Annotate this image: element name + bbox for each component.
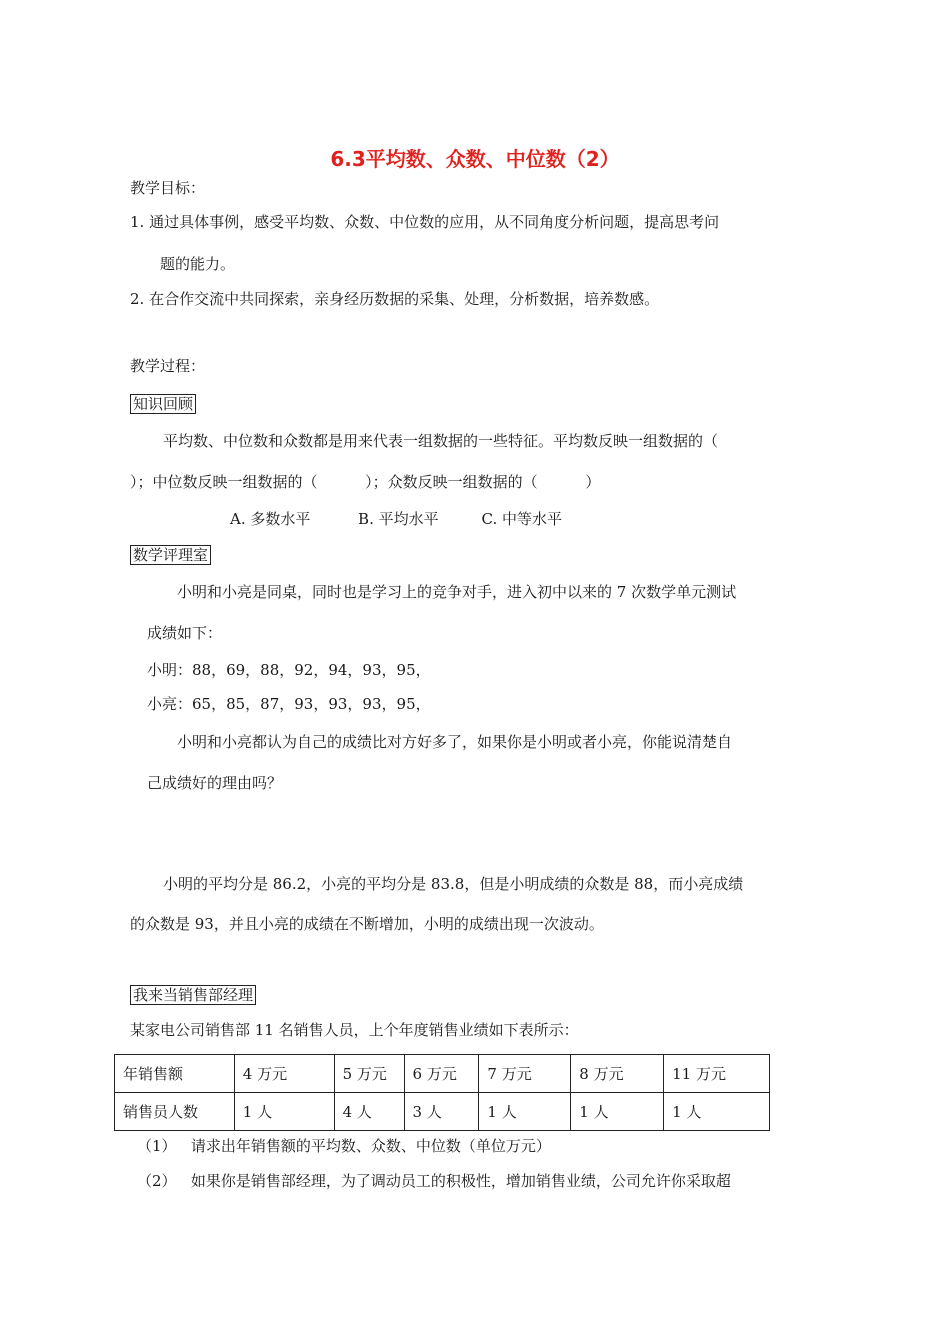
table-row	[115, 1093, 770, 1131]
table-cell: 1 人	[664, 1093, 770, 1131]
xiaoming-scores: 小明：88，69，88，92，94，93，95，	[147, 661, 431, 679]
judge-intro-line-2: 成绩如下：	[147, 624, 223, 642]
sales-question-1: （1） 请求出年销售额的平均数、众数、中位数（单位万元）	[137, 1137, 551, 1155]
judge-section-label: 数学评理室	[130, 545, 211, 565]
sales-intro: 某家电公司销售部 11 名销售人员，上个年度销售业绩如下表所示：	[130, 1021, 579, 1039]
process-heading: 教学过程：	[130, 357, 206, 375]
judge-intro-line-1: 小明和小亮是同桌，同时也是学习上的竞争对手，进入初中以来的 7 次数学单元测试	[177, 583, 737, 601]
objective-2: 2. 在合作交流中共同探索，亲身经历数据的采集、处理，分析数据，培养数感。	[130, 290, 660, 308]
sales-table	[114, 1054, 770, 1131]
sales-section-label: 我来当销售部经理	[130, 985, 256, 1005]
row-header-salesperson-count: 销售员人数	[115, 1093, 235, 1131]
table-cell: 5 万元	[334, 1055, 404, 1093]
review-section-label: 知识回顾	[130, 394, 196, 414]
table-cell: 1 人	[571, 1093, 664, 1131]
table-row	[115, 1055, 770, 1093]
table-cell: 6 万元	[404, 1055, 479, 1093]
judge-question-line-2: 己成绩好的理由吗？	[147, 774, 283, 792]
table-cell: 11 万元	[664, 1055, 770, 1093]
objective-1-line-1: 1. 通过具体事例，感受平均数、众数、中位数的应用，从不同角度分析问题，提高思考问	[130, 213, 720, 231]
review-line-2: ）；中位数反映一组数据的（ ）；众数反映一组数据的（ ）	[130, 473, 601, 491]
table-cell: 4 人	[334, 1093, 404, 1131]
table-cell: 3 人	[404, 1093, 479, 1131]
table-cell: 1 人	[479, 1093, 571, 1131]
review-line-1: 平均数、中位数和众数都是用来代表一组数据的一些特征。平均数反映一组数据的（	[163, 432, 719, 450]
table-cell: 1 人	[234, 1093, 334, 1131]
objectives-heading: 教学目标：	[130, 179, 206, 197]
review-options: A. 多数水平 B. 平均水平 C. 中等水平	[230, 510, 563, 528]
judge-question-line-1: 小明和小亮都认为自己的成绩比对方好多了，如果你是小明或者小亮，你能说清楚自	[177, 733, 733, 751]
table-cell: 4 万元	[234, 1055, 334, 1093]
xiaoliang-scores: 小亮：65，85，87，93，93，93，95，	[147, 695, 431, 713]
row-header-annual-sales: 年销售额	[115, 1055, 235, 1093]
objective-1-line-2: 题的能力。	[160, 255, 236, 273]
table-cell: 7 万元	[479, 1055, 571, 1093]
page-title: 6.3平均数、众数、中位数（2）	[330, 147, 620, 171]
sales-question-2: （2） 如果你是销售部经理，为了调动员工的积极性，增加销售业绩，公司允许你采取超	[137, 1172, 731, 1190]
judge-answer-line-1: 小明的平均分是 86.2，小亮的平均分是 83.8，但是小明成绩的众数是 88，而小亮成绩	[163, 875, 744, 893]
table-cell: 8 万元	[571, 1055, 664, 1093]
judge-answer-line-2: 的众数是 93，并且小亮的成绩在不断增加，小明的成绩出现一次波动。	[130, 915, 604, 933]
